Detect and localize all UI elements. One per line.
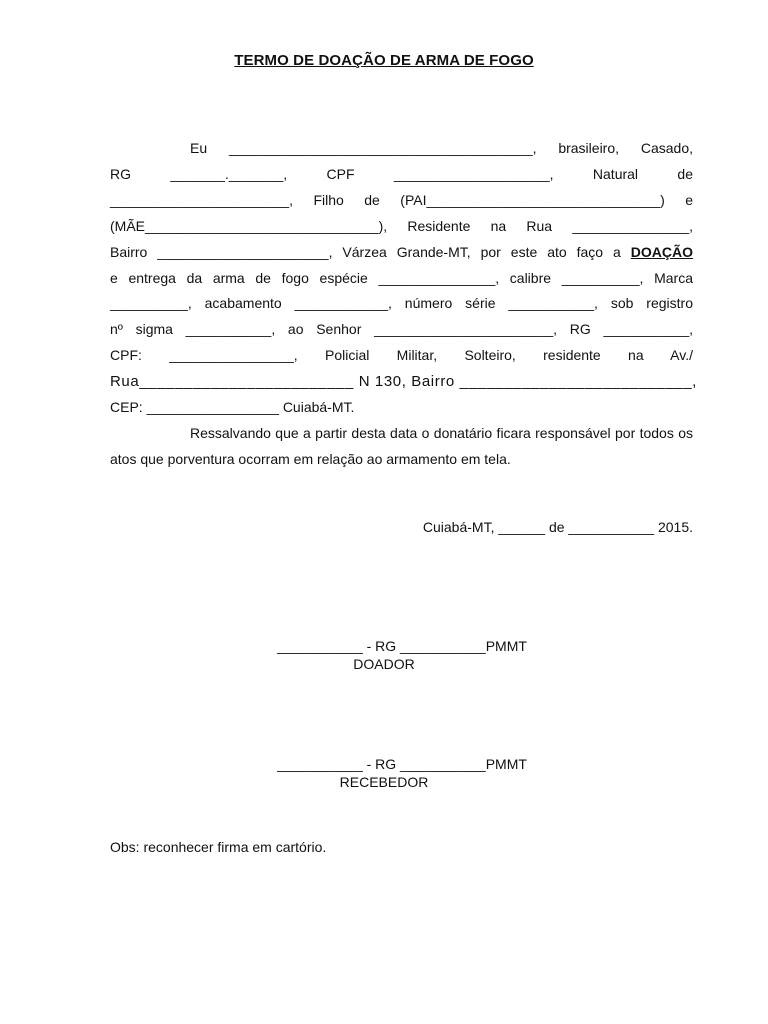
signature-label-recebedor: RECEBEDOR [339, 774, 429, 790]
body-line-8: nº sigma ___________, ao Senhor _______________________, RG ___________, [110, 321, 693, 338]
body-line-4: (MÃE______________________________), Residente na Rua _______________, [110, 217, 693, 234]
body-line-3: _______________________, Filho de (PAI______________________________) e [110, 191, 693, 208]
obs-note: Obs: reconhecer firma em cartório. [110, 839, 327, 855]
body-line-11: CEP: _________________ Cuiabá-MT. [110, 399, 355, 416]
signature-block-doador [0, 637, 768, 673]
signature-block-recebedor [0, 755, 768, 791]
date-line: Cuiabá-MT, ______ de ___________ 2015. [422, 519, 693, 535]
signature-line-recebedor: ___________ - RG ___________PMMT [277, 756, 527, 772]
body-line-5 [110, 240, 693, 266]
body-line-1: Eu _______________________________________, brasileiro, Casado, [190, 140, 693, 156]
body-line-5-text: Bairro ______________________, Várzea Grande-MT, por este ato faço a [110, 243, 631, 260]
document-body [110, 136, 697, 473]
signature-line-doador: ___________ - RG ___________PMMT [277, 638, 527, 654]
paragraph-identification [110, 136, 697, 421]
paragraph-responsibility: Ressalvando que a partir desta data o donatário ficara responsável por todos os atos que porventura ocorram em relação ao armamento em tela. [110, 424, 693, 467]
body-line-2: RG _______._______, CPF ____________________, Natural de [110, 165, 693, 182]
body-line-7: __________, acabamento ____________, número série ___________, sob registro [110, 295, 693, 312]
body-line-6: e entrega da arma de fogo espécie _______________, calibre __________, Marca [110, 269, 693, 286]
body-line-10: Rua________________________ N 130, Bairro __________________________, [110, 373, 697, 391]
signature-label-doador: DOADOR [353, 656, 415, 672]
document-title: TERMO DE DOAÇÃO DE ARMA DE FOGO [234, 52, 534, 69]
doacao-emphasis: DOAÇÃO [630, 243, 693, 260]
body-line-9: CPF: ________________, Policial Militar, Solteiro, residente na Av./ [110, 347, 693, 364]
